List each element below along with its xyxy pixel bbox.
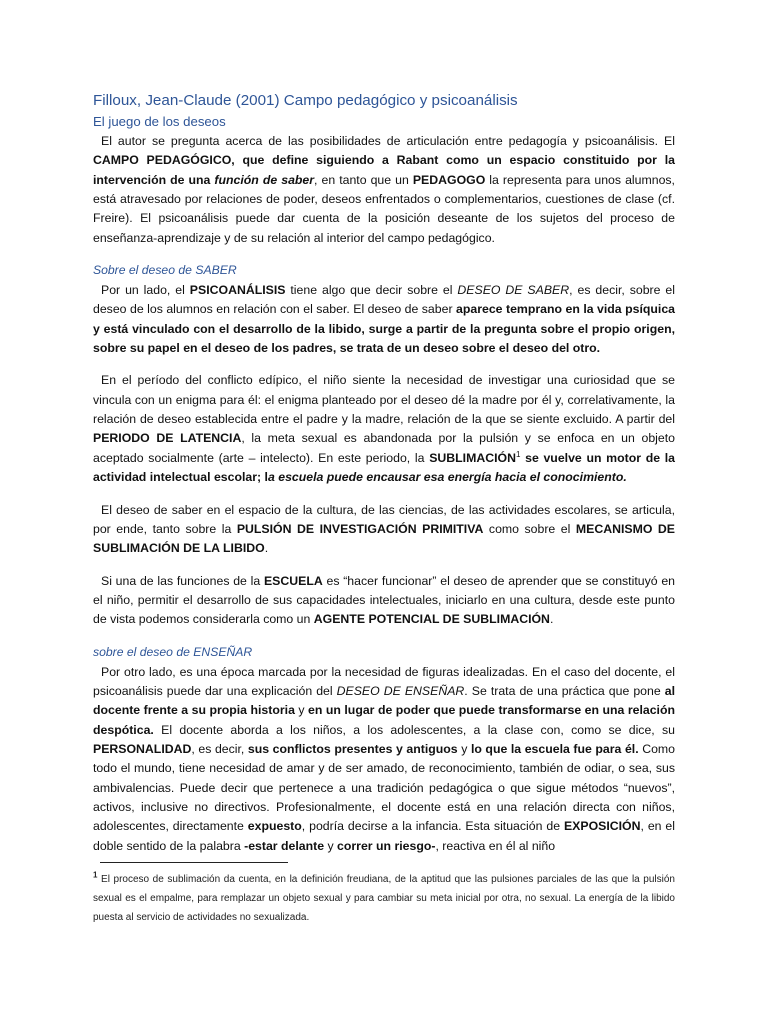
p6-run: Como todo el mundo, tiene necesidad de amar y de ser amado, de reconocimiento, también de odiar, o sea, sus ambivalencias. Puede decir que pertenece a una tradición pedagógica o que sigue métodos “nuevos”, activos, inclusive no directivos. Profesionalmente, el docente está en una relación directa con niños, adolescentes, directamente [93,741,676,834]
p6-run: , es decir, [191,741,248,756]
paragraph-3 [93,371,675,487]
section-heading-deseo-saber: Sobre el deseo de SABER [93,263,237,278]
p2-run: aparece temprano en la vida psíquica [456,302,676,317]
p2-run: tiene algo que decir sobre el [285,283,458,298]
footnote-mark: 1 [93,870,98,880]
p2-run: Por un lado, el [101,283,190,298]
p3-run: PERIODO DE LATENCIA [93,431,242,446]
p5-run: Si una de las funciones de la [101,573,264,588]
p2-run: , es decir, sobre el deseo de los alumnos en relación con el saber. El deseo de saber [93,283,675,317]
p3-run: En el período del conflicto edípico, el niño siente la necesidad de investigar una curiosidad que se vincula con un enigma para él: el enigma planteado por el deseo dé la madre por él y, correlativamente, la relación de deseo establecida entre el padre y la madre, relación de la que se siente excluido. A partir del [93,373,675,427]
paragraph-4 [93,501,675,559]
p5-run: . [549,612,554,627]
p3-run: , la meta sexual es abandonada por la pulsión y se enfoca en un objeto aceptado socialmente (arte – intelecto). En este periodo, la [93,431,675,465]
p6-run: correr un riesgo- [337,838,436,853]
p6-run: expuesto [247,819,302,834]
p5-run: ESCUELA [263,573,323,588]
document-page [93,90,675,869]
p6-run: Por otro lado, es una época marcada por la necesidad de figuras idealizadas. En el caso del docente, el psicoanálisis puede dar una explicación del [93,664,675,698]
p3-run: SUBLIMACIÓN [429,450,516,465]
p6-run: , en el doble sentido de la palabra [93,819,676,853]
section-heading-juego-deseos: El juego de los deseos [93,114,226,129]
p6-run: . Se trata de una práctica que pone [464,683,665,698]
p2-run: PSICOANÁLISIS [189,283,286,298]
p4-run: PULSIÓN DE INVESTIGACIÓN PRIMITIVA [236,521,484,536]
p4-run: como sobre el [483,521,576,536]
p3-run: se vuelve un motor de la actividad intelectual escolar; l [93,450,675,485]
p6-run: El docente aborda a los niños, a los adolescentes, a la clase con, como se dice, su [153,722,675,737]
p2-run: DESEO DE SABER [457,283,570,298]
p6-run: y [324,838,338,853]
p6-run: al docente frente a su propia historia [93,683,675,718]
p5-run: es “hacer funcionar” el deseo de aprender que se constituyó en el niño, permitir el desarrollo de sus capacidades intelectuales, iniciarlo en una cultura, desde este punto de vista podemos considerarla como un [93,573,675,627]
p1-run: El autor se pregunta acerca de las posibilidades de articulación entre pedagogía y psicoanálisis. El [101,134,675,148]
p6-run: DESEO DE ENSEÑAR [336,683,465,698]
p1-run: , que define siguiendo a Rabant como un espacio constituido por la intervención de una [93,153,675,187]
document-title: Filloux, Jean-Claude (2001) Campo pedagógico y psicoanálisis [93,92,518,109]
paragraph-5 [93,572,675,630]
section-heading-deseo-ensenar: sobre el deseo de ENSEÑAR [93,644,253,659]
p2-run: y está vinculado con el desarrollo de la libido, surge a partir de la pregunta sobre el propio origen, sobre su papel en el deseo de los padres, se trata de un deseo sobre el deseo del otro. [93,321,675,356]
footnote-reference: 1 [515,449,521,459]
p6-run: lo que la escuela fue para él. [470,741,639,756]
p1-run: la representa para unos alumnos, está atravesado por relaciones de poder, deseos enfrentados o complementarios, cuestiones de clase (cf. Freire). El psicoanálisis puede dar cuenta de la posición deseante de los sujetos del proceso de enseñanza-aprendizaje y de su relación al interior del campo pedagógico. [93,172,675,245]
p1-run: PEDAGOGO [412,172,486,187]
paragraph-6 [93,663,675,856]
p1-run: CAMPO PEDAGÓGICO [93,153,232,168]
p6-run: , reactiva en él al niño [435,838,556,853]
footnote-text: El proceso de sublimación da cuenta, en la definición freudiana, de la aptitud que las pulsiones parciales de las que la pulsión sexual es el empalme, para remplazar un objeto sexual y para cambiar su meta inicial por otra, no sexual. La energía de la libido puesta al servicio de actividades no sexualizada. [93,874,675,923]
p4-run: MECANISMO DE SUBLIMACIÓN DE LA LIBIDO [93,521,676,556]
p1-run: , en tanto que un [314,172,413,187]
p5-run: AGENTE POTENCIAL DE SUBLIMACIÓN [313,612,550,627]
p1-run: función de saber [214,172,315,187]
p6-run: y [294,703,309,718]
p6-run: PERSONALIDAD [93,741,192,756]
p6-run: , podría decirse a la infancia. Esta situación de [301,819,564,834]
p6-run: sus conflictos presentes y antiguos [247,741,458,756]
p6-run: -estar delante [244,838,325,853]
p6-run: EXPOSICIÓN [563,819,641,834]
paragraph-1 [93,132,675,248]
p6-run: y [457,741,471,756]
p3-run: a escuela puede encausar esa energía hacia el conocimiento. [267,470,627,485]
p6-run: en un lugar de poder que puede transformarse en una relación despótica. [93,703,675,737]
p4-run: El deseo de saber en el espacio de la cultura, de las ciencias, de las actividades escolares, se articula, por ende, tanto sobre la [93,502,675,536]
paragraph-2 [93,281,675,358]
footnote [93,870,675,927]
p4-run: . [264,541,269,556]
footnote-separator [100,862,288,863]
